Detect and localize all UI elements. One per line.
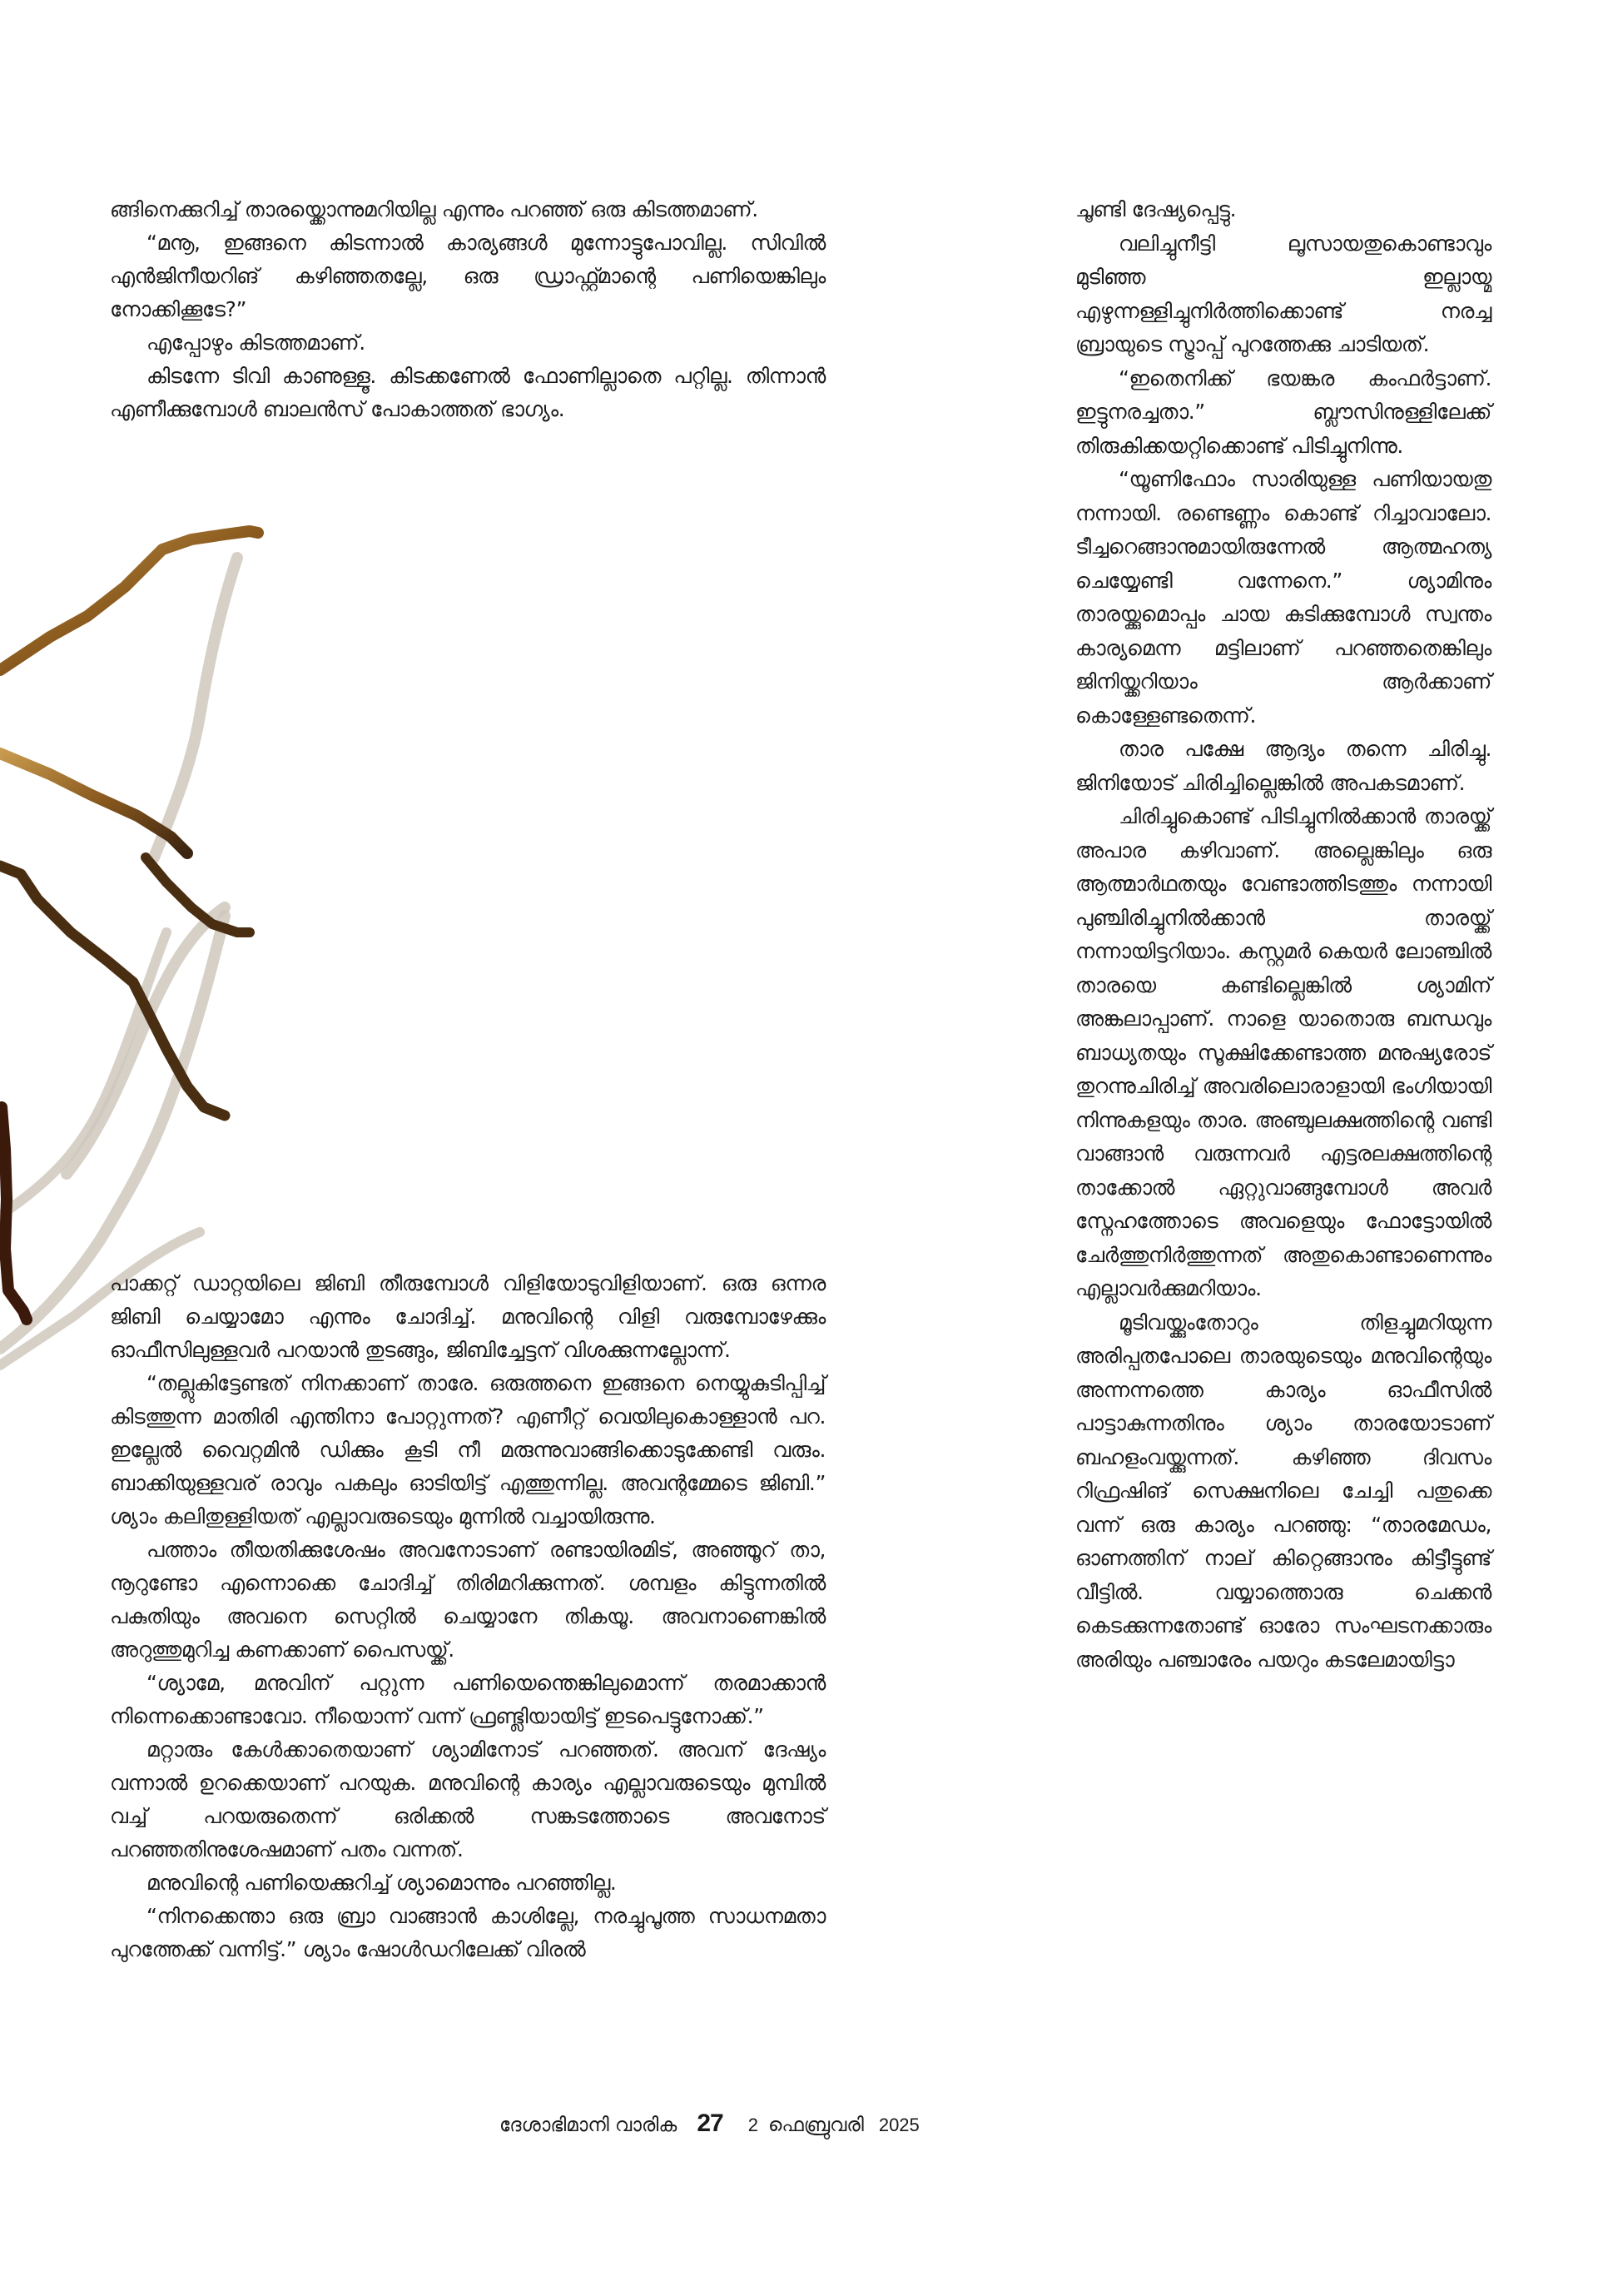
paragraph: “ശ്യാമേ, മനുവിന് പറ്റുന്ന പണിയെന്തെങ്കിലുമൊന്ന് തരമാക്കാൻ നിന്നെക്കൊണ്ടാവോ. നീയൊന്ന് വന്ന് ഫ്രണ്ട്ലിയായിട്ട് ഇടപെട്ടുനോക്ക്.”: [110, 1671, 826, 1728]
paragraph: “തല്ലുകിട്ടേണ്ടത് നിനക്കാണ് താരേ. ഒരുത്തനെ ഇങ്ങനെ നെയ്യുകുടിപ്പിച്ച് കിടത്തുന്ന മാതിരി എന്തിനാ പോറ്റുന്നത്? എണീറ്റ് വെയിലുകൊള്ളാൻ പറ. ഇല്ലേൽ വൈറ്റമിൻ ഡിക്കും കൂടി നീ മരുന്നുവാങ്ങിക്കൊടുക്കേണ്ടി വരും. ബാക്കിയുള്ളവര് രാവും പകലും ഓടിയിട്ട് എത്തുന്നില്ല. അവന്റമ്മേടെ ജിബി.” ശ്യാം കലിതുള്ളിയത് എല്ലാവരുടെയും മുന്നിൽ വച്ചായിരുന്നു.: [110, 1371, 826, 1528]
left-column-bottom: [110, 1267, 826, 1966]
paragraph: “ഇതെനിക്ക് ഭയങ്കര കംഫർട്ടാണ്. ഇട്ടുനരച്ചതാ.” ബ്ലൗസിനുള്ളിലേക്ക് തിരുകിക്കയറ്റിക്കൊണ്ട് പിടിച്ചുനിന്നു.: [1075, 365, 1491, 458]
paragraph: കിടന്നേ ടിവി കാണുള്ളൂ. കിടക്കണേൽ ഫോണില്ലാതെ പറ്റില്ല. തിന്നാൻ എണീക്കുമ്പോൾ ബാലൻസ് പോകാത്തത് ഭാഗ്യം.: [110, 364, 826, 421]
paragraph: മനുവിന്റെ പണിയെക്കുറിച്ച് ശ്യാമൊന്നും പറഞ്ഞില്ല.: [146, 1871, 617, 1895]
paragraph: പാക്കറ്റ് ഡാറ്റയിലെ ജിബി തീരുമ്പോൾ വിളിയോടുവിളിയാണ്. ഒരു ഒന്നര ജിബി ചെയ്യാമോ എന്നും ചോദിച്ച്. മനുവിന്റെ വിളി വരുമ്പോഴേക്കും ഓഫീസിലുള്ളവർ പറയാൻ തുടങ്ങും, ജിബിച്ചേട്ടന് വിശക്കുന്നല്ലോന്ന്.: [110, 1271, 826, 1362]
issue-year: 2025: [878, 2115, 920, 2135]
magazine-name: ദേശാഭിമാനി വാരിക: [499, 2115, 677, 2136]
paragraph: താര പക്ഷേ ആദ്യം തന്നെ ചിരിച്ചു. ജിനിയോട് ചിരിച്ചില്ലെങ്കിൽ അപകടമാണ്.: [1075, 737, 1491, 795]
paragraph: “മനൂ, ഇങ്ങനെ കിടന്നാൽ കാര്യങ്ങൾ മുന്നോട്ടുപോവില്ല. സിവിൽ എൻജിനീയറിങ് കഴിഞ്ഞതല്ലേ, ഒരു ഡ്രാഫ്റ്റ്മാന്റെ പണിയെങ്കിലും നോക്കിക്കൂടേ?”: [110, 231, 826, 321]
paragraph: പത്താം തീയതിക്കുശേഷം അവനോടാണ് രണ്ടായിരമിട്, അഞ്ഞൂറ് താ, നൂറുണ്ടോ എന്നൊക്കെ ചോദിച്ച് തിരിമറിക്കുന്നത്. ശമ്പളം കിട്ടുന്നതിൽ പകുതിയും അവനെ സെറ്റിൽ ചെയ്യാനേ തികയൂ. അവനാണെങ്കിൽ അറുത്തുമുറിച്ച കണക്കാണ് പൈസയ്ക്ക്.: [110, 1538, 826, 1662]
paragraph: എപ്പോഴും കിടത്തമാണ്.: [146, 330, 365, 355]
paragraph: ങ്ങിനെക്കുറിച്ച് താരയ്ക്കൊന്നുമറിയില്ല എന്നും പറഞ്ഞ് ഒരു കിടത്തമാണ്.: [110, 197, 758, 221]
twig-branches-illustration: [0, 466, 633, 1382]
issue-day: 2: [747, 2115, 758, 2135]
right-column: [1075, 193, 1491, 1677]
page-number: 27: [697, 2110, 723, 2137]
paragraph: “നിനക്കെന്താ ഒരു ബ്രാ വാങ്ങാൻ കാശില്ലേ, നരച്ചുപൂത്ത സാധനമതാ പുറത്തേക്ക് വന്നിട്ട്.” ശ്യാം ഷോൾഡറിലേക്ക് വിരൽ: [110, 1904, 826, 1961]
issue-month: ഫെബ്രുവരി: [768, 2115, 864, 2136]
paragraph: “യൂണിഫോം സാരിയുള്ള പണിയായതു നന്നായി. രണ്ടെണ്ണം കൊണ്ട് റിച്ചാവാലോ. ടീച്ചറെങ്ങാനുമായിരുന്നേൽ ആത്മഹത്യ ചെയ്യേണ്ടി വന്നേനെ.” ശ്യാമിനും താരയ്ക്കുമൊപ്പം ചായ കുടിക്കുമ്പോൾ സ്വന്തം കാര്യമെന്ന മട്ടിലാണ് പറഞ്ഞതെങ്കിലും ജിനിയ്ക്കറിയാം ആർക്കാണ് കൊള്ളേണ്ടതെന്ന്.: [1075, 467, 1491, 728]
paragraph: ചിരിച്ചുകൊണ്ട് പിടിച്ചുനിൽക്കാൻ താരയ്ക്ക് അപാര കഴിവാണ്. അല്ലെങ്കിലും ഒരു ആത്മാർഥതയും വേണ്ടാത്തിടത്തും നന്നായി പുഞ്ചിരിച്ചുനിൽക്കാൻ താരയ്ക്ക് നന്നായിട്ടറിയാം. കസ്റ്റമർ കെയർ ലോഞ്ചിൽ താരയെ കണ്ടില്ലെങ്കിൽ ശ്യാമിന് അങ്കലാപ്പാണ്. നാളെ യാതൊരു ബന്ധവും ബാധ്യതയും സൂക്ഷിക്കേണ്ടാത്ത മനുഷ്യരോട് തുറന്നുചിരിച്ച് അവരിലൊരാളായി ഭംഗിയായി നിന്നുകളയും താര. അഞ്ചുലക്ഷത്തിന്റെ വണ്ടി വാങ്ങാൻ വരുന്നവർ എട്ടരലക്ഷത്തിന്റെ താക്കോൽ ഏറ്റുവാങ്ങുമ്പോൾ അവർ സ്നേഹത്തോടെ അവളെയും ഫോട്ടോയിൽ ചേർത്തുനിർത്തുന്നത് അതുകൊണ്ടാണെന്നും എല്ലാവർക്കുമറിയാം.: [1075, 804, 1491, 1300]
page-footer: [499, 2110, 1099, 2143]
paragraph: വലിച്ചുനീട്ടി ലൂസായതുകൊണ്ടാവും മുടിഞ്ഞ ഇല്ലായ്മ എഴുന്നള്ളിച്ചുനിർത്തിക്കൊണ്ട് നരച്ച ബ്രായുടെ സ്ട്രാപ്പ് പുറത്തേക്കു ചാടിയത്.: [1075, 231, 1491, 356]
paragraph: മൂടിവയ്ക്കുംതോറും തിളച്ചുമറിയുന്ന അരിപ്പതപോലെ താരയുടെയും മനുവിന്റെയും അന്നന്നത്തെ കാര്യം ഓഫീസിൽ പാട്ടാകുന്നതിനും ശ്യാം താരയോടാണ് ബഹളംവയ്ക്കുന്നത്. കഴിഞ്ഞ ദിവസം റിഫ്രഷിങ് സെക്ഷനിലെ ചേച്ചി പതുക്കെ വന്ന് ഒരു കാര്യം പറഞ്ഞു: “താരമേഡം, ഓണത്തിന് നാല് കിറ്റെങ്ങാനും കിട്ടീട്ടുണ്ട് വീട്ടിൽ. വയ്യാത്തൊരു ചെക്കൻ കെടക്കുന്നതോണ്ട് ഓരോ സംഘടനക്കാരും അരിയും പഞ്ചാരേം പയറും കടലേമായിട്ടാ: [1075, 1310, 1491, 1672]
paragraph: ചൂണ്ടി ദേഷ്യപ്പെട്ടു.: [1075, 197, 1237, 221]
paragraph: മറ്റാരും കേൾക്കാതെയാണ് ശ്യാമിനോട് പറഞ്ഞത്. അവന് ദേഷ്യം വന്നാൽ ഉറക്കെയാണ് പറയുക. മനുവിന്റെ കാര്യം എല്ലാവരുടെയും മുമ്പിൽ വച്ച് പറയരുതെന്ന് ഒരിക്കൽ സങ്കടത്തോടെ അവനോട് പറഞ്ഞതിനുശേഷമാണ് പതം വന്നത്.: [110, 1737, 826, 1861]
left-column-top: [110, 193, 826, 426]
